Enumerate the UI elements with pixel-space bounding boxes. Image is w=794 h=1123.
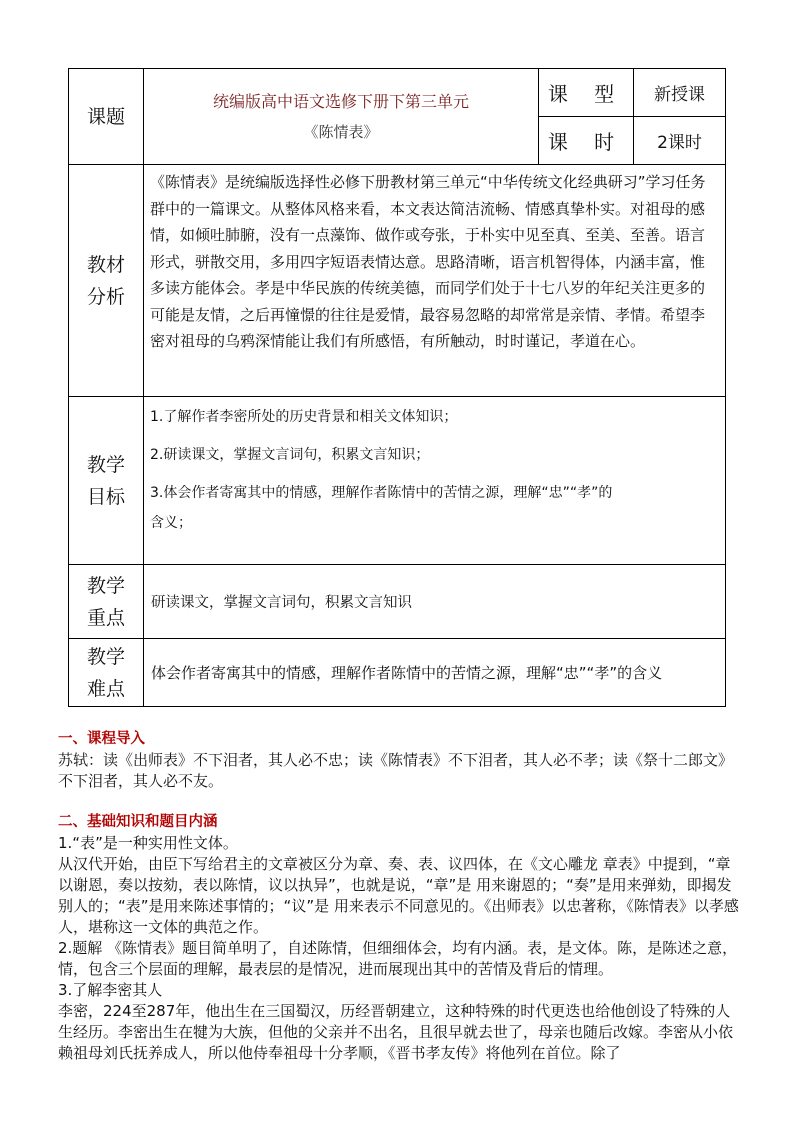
goal-item: 含义； [150, 515, 192, 531]
goal-item: 1.了解作者李密所处的历史背景和相关文体知识； [150, 409, 458, 425]
type-label: 课 型 [539, 69, 634, 117]
unit-title: 统编版高中语文选修下册下第三单元 [212, 91, 469, 111]
paragraph: 从汉代开始，由臣下写给君主的文章被区分为章、奏、表、议四体，在《文心雕龙 章表》中提到，“章以谢恩，奏以按劾，表以陈情，议以执异”，也就是说，“章”是 用来谢恩的；“奏”是用来弹劾，即揭发别人的；“表”是用来陈述事情的；“议”是 用来表示不同意见的。《出师表》以忠著称，《陈情表》以孝感人，堪称这一文体的典范之作。 [58, 855, 739, 936]
goal-item: 3.体会作者寄寓其中的情感，理解作者陈情中的苦情之源，理解“忠”“孝”的 [150, 485, 613, 501]
paragraph: 1.“表”是一种实用性文体。 [58, 834, 238, 852]
analysis-text: 《陈情表》是统编版选择性必修下册教材第三单元“中华传统文化经典研习”学习任务群中的一篇课文。从整体风格来看，本文表达简洁流畅、情感真挚朴实。对祖母的感情，如倾吐肺腑，没有一点藻饰、做作或夸张，于朴实中见至真、至美、至善。语言形式，骈散交用，多用四字短语表情达意。思路清晰，语言机智得体，内涵丰富，惟多读方能体会。孝是中华民族的传统美德，而同学们处于十七八岁的年纪关注更多的可能是友情，之后再憧憬的往往是爱情，最容易忽略的却常常是亲情、孝情。希望李密对祖母的乌鸦深情能让我们有所感悟，有所触动，时时谨记，孝道在心。 [144, 165, 726, 397]
lesson-plan-table [68, 68, 726, 707]
type-value: 新授课 [634, 69, 726, 117]
goals-cell [144, 397, 726, 565]
difficulty-text: 体会作者寄寓其中的情感，理解作者陈情中的苦情之源，理解“忠”“孝”的含义 [144, 639, 726, 707]
key-text: 研读课文，掌握文言词句，积累文言知识 [144, 565, 726, 639]
section-intro [58, 729, 740, 792]
topic-title [144, 69, 539, 165]
hours-value: 2课时 [634, 117, 726, 165]
key-label: 教学 重点 [69, 565, 144, 639]
paragraph: 2.题解 《陈情表》题目简单明了，自述陈情，但细细体会，均有内涵。表，是文体。陈，是陈述之意，情，包含三个层面的理解，最表层的是情况，进而展现出其中的苦情及背后的情理。 [58, 939, 738, 978]
lesson-title: 《陈情表》 [303, 122, 379, 141]
section-heading: 一、课程导入 [58, 731, 145, 747]
topic-label: 课题 [69, 69, 144, 165]
difficulty-label: 教学 难点 [69, 639, 144, 707]
paragraph: 3.了解李密其人 [58, 981, 163, 999]
goal-item: 2.研读课文，掌握文言词句，积累文言知识； [150, 447, 430, 463]
intro-quote: 苏轼：读《出师表》不下泪者，其人必不忠；读《陈情表》不下泪者，其人必不孝；读《祭十二郎文》不下泪者，其人必不友。 [58, 751, 734, 790]
analysis-label: 教材 分析 [69, 165, 144, 397]
section-basics [58, 812, 740, 1064]
hours-label: 课 时 [539, 117, 634, 165]
section-heading: 二、基础知识和题目内涵 [58, 814, 218, 830]
goals-label: 教学 目标 [69, 397, 144, 565]
paragraph: 李密，224至287年，他出生在三国蜀汉，历经晋朝建立，这种特殊的时代更迭也给他创设了特殊的人生经历。李密出生在犍为大族，但他的父亲并不出名，且很早就去世了，母亲也随后改嫁。李密从小依赖祖母刘氏抚养成人，所以他侍奉祖母十分孝顺，《晋书孝友传》将他列在首位。除了 [58, 1002, 734, 1062]
